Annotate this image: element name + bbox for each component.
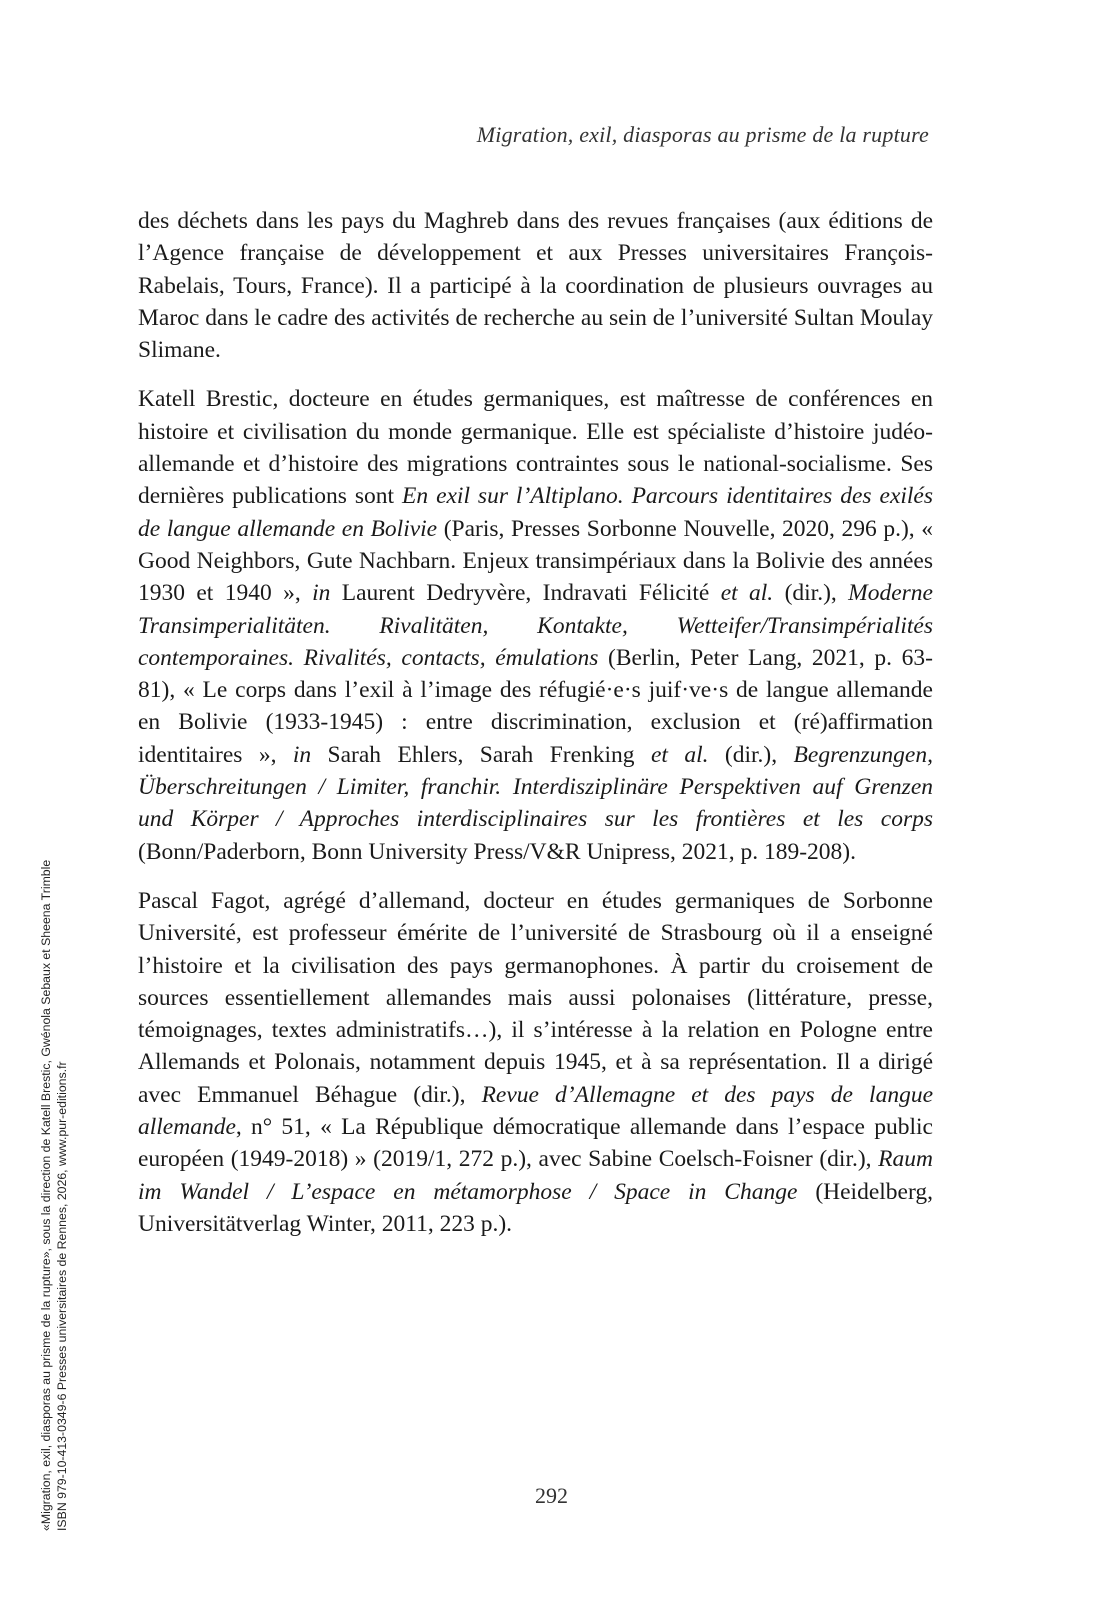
text-run: Sarah Ehlers, Sarah Frenking bbox=[311, 741, 651, 768]
text-run: Laurent Dedryvère, Indravati Félicité bbox=[330, 580, 721, 607]
margin-copyright-note bbox=[38, 651, 70, 1531]
italic-text: Moderne Transimperialitäten. Rivalitäten, Kontakte, Wetteifer/Transimpérialités contemporaines. Rivalités, contacts, émulations bbox=[138, 580, 933, 671]
text-run: Pascal Fagot, agrégé d’allemand, docteur en études germaniques de Sorbonne Université, est professeur émérite de l’université de Strasbourg où il a enseigné l’histoire et la civilisation des pays germanophones. À partir du croisement de sources essentiellement allemandes mais aussi polonaises (littérature, presse, témoignages, textes administratifs…), il s’intéresse à la relation en Pologne entre Allemands et Polonais, notamment depuis 1945, et à sa représentation. Il a dirigé avec Emmanuel Béhague (dir.), bbox=[138, 887, 933, 1108]
paragraph-1 bbox=[138, 205, 933, 366]
italic-text: En exil sur l’Altiplano. Parcours identitaires des exilés de langue allemande en Bolivie bbox=[138, 483, 934, 542]
italic-text: et al. bbox=[720, 580, 774, 607]
running-head: Migration, exil, diasporas au prisme de la rupture bbox=[476, 122, 929, 147]
paragraph-2 bbox=[138, 383, 933, 867]
text-run: (dir.), bbox=[708, 741, 794, 768]
body-text bbox=[138, 205, 933, 1257]
page-number: 292 bbox=[535, 1483, 568, 1508]
text-run: des déchets dans les pays du Maghreb dans des revues françaises (aux éditions de l’Agence française de développement et aux Presses universitaires François-Rabelais, Tours, France). Il a participé à la coordination de plusieurs ouvrages au Maroc dans le cadre des activités de recherche au sein de l’université Sultan Moulay Slimane. bbox=[138, 208, 933, 364]
text-run: (Paris, Presses Sorbonne Nouvelle, 2020, 296 p.), « Good Neighbors, Gute Nachbarn. Enjeux transimpériaux dans la Bolivie des années 1930 et 1940 », bbox=[138, 515, 934, 607]
text-run: (dir.), bbox=[773, 580, 849, 607]
italic-text: in bbox=[292, 741, 312, 768]
margin-note-line-2: ISBN 979-10-413-0349-6 Presses universitaires de Rennes, 2026, www.pur-editions.fr bbox=[55, 1061, 69, 1531]
text-run: (Berlin, Peter Lang, 2021, p. 63-81), « Le corps dans l’exil à l’image des réfugié·e·s juif·ve·s de langue allemande en Bolivie (1933-1945) : entre discrimination, exclusion et (ré)affirmation identitaires », bbox=[138, 644, 933, 768]
text-run: (Heidelberg, Universitätverlag Winter, 2011, 223 p.). bbox=[138, 1178, 933, 1237]
margin-note-line-1: «Migration, exil, diasporas au prisme de la rupture», sous la direction de Katell Brestic, Gwénola Sebaux et Sheena Trimble bbox=[39, 859, 53, 1531]
italic-text: in bbox=[312, 580, 331, 607]
text-run: Katell Brestic, docteure en études germaniques, est maîtresse de conférences en histoire et civilisation du monde germanique. Elle est spécialiste d’histoire judéo-allemande et d’histoire des migrations contraintes sous le national-socialisme. Ses dernières publications sont bbox=[138, 386, 933, 510]
text-run: , n° 51, « La République démocratique allemande dans l’espace public européen (1949-2018) » (2019/1, 272 p.), avec Sabine Coelsch-Foisner (dir.), bbox=[138, 1114, 933, 1173]
italic-text: Begrenzungen, Überschreitungen / Limiter, franchir. Interdisziplinäre Perspektiven auf Grenzen und Körper / Approches interdisciplinaires sur les frontières et les corps bbox=[138, 741, 933, 833]
text-run: (Bonn/Paderborn, Bonn University Press/V&R Unipress, 2021, p. 189-208). bbox=[138, 838, 857, 865]
italic-text: et al. bbox=[650, 741, 709, 768]
paragraph-3 bbox=[138, 885, 933, 1240]
italic-text: Raum im Wandel / L’espace en métamorphose / Space in Change bbox=[138, 1146, 933, 1205]
italic-text: Revue d’Allemagne et des pays de langue allemande bbox=[138, 1081, 933, 1141]
